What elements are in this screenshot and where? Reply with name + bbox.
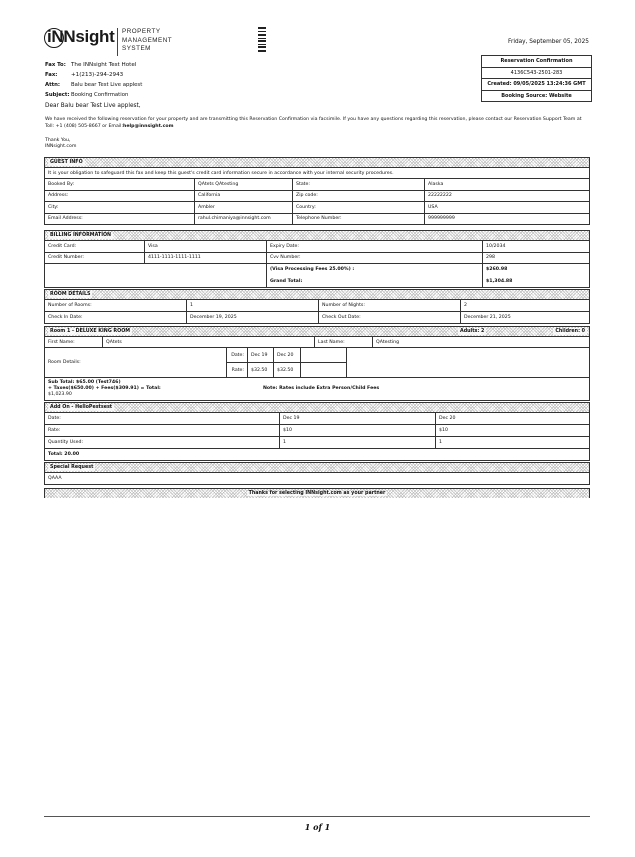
billing-cell: Cvv Number: [267,253,483,264]
reservation-confirmation-box [481,55,592,102]
thanks-text: Thank You, [45,138,71,143]
grand-total-value: $1,304.88 [486,278,513,284]
last-name-label: Last Name: [315,337,373,347]
add-on-cell: $10 [280,425,436,436]
last-name-value: QAtesting [376,339,400,345]
special-request-title: Special Request [50,465,94,470]
guest-cell: USA [428,204,438,210]
closing-banner [44,488,590,498]
logo-subtitle: PROPERTY MANAGEMENT SYSTEM [122,28,173,52]
guest-cell: Telephone Number: [293,214,425,225]
guest-cell: 999999999 [428,216,455,222]
room-details-cell: 2 [464,303,467,308]
billing-title: BILLING INFORMATION [50,233,112,238]
guest-cell: Country: [293,202,425,213]
room-details-title: ROOM DETAILS [50,292,91,297]
room-details-cell: December 19, 2025 [187,312,319,323]
signature-text: INNsight.com [45,143,77,149]
intro-paragraph [45,117,590,130]
fax-to-value: The INNsight Test Hotel [71,62,137,68]
guest-cell: California [195,191,293,202]
room-details-section [44,289,590,324]
special-request-section [44,462,590,485]
billing-section [44,230,590,288]
room-rate: $32.50 [248,363,274,377]
room-details-cell: Check In Date: [45,312,187,323]
subject-value: Booking Confirmation [71,92,129,98]
processing-fees-value: $260.98 [486,267,508,273]
guest-info-section [44,157,590,225]
fax-to-label: Fax To: [45,62,66,68]
special-request-text: QAAA [48,476,62,481]
guest-cell: QAtets QAtesting [195,179,293,190]
add-on-cell: Dec 19 [280,413,436,424]
room-1-section [44,326,590,401]
guest-cell: Address: [45,191,195,202]
billing-cell: Credit Card: [45,241,145,252]
add-on-cell: 1 [439,440,442,445]
attn-label: Attn: [45,82,61,88]
fax-header [45,60,142,100]
billing-cell: Visa [145,241,267,252]
room-details-cell: Number of Nights: [319,300,461,311]
confirmation-number: 4136C543-2501-283 [482,68,591,80]
billing-cell: Credit Number: [45,253,145,264]
add-on-title: Add On - HelloPestsest [50,405,113,410]
first-name-label: First Name: [45,337,103,347]
room-adults: Adults: 2 [460,329,485,334]
logo-text: iNNsight [47,27,115,46]
room-details-label: Room Details: [45,348,227,377]
add-on-section [44,402,590,461]
room-children: Children: 0 [555,329,585,334]
guest-cell: Email Address: [45,214,195,225]
room-subtotal: Sub Total: $65.00 (Test746) + Taxes($650.00) + Fees($309.91) = Total: $1,023.90 [48,380,161,398]
fax-number-label: Fax: [45,72,58,78]
room-date: Dec 19 [248,348,274,362]
billing-cell: 4111-1111-1111-1111 [145,253,267,264]
billing-cell: 10/2034 [486,243,506,249]
subject-label: Subject: [45,92,70,98]
closing-text: Thanks for selecting INNsight.com as your partner [248,491,386,496]
add-on-cell: $10 [439,428,448,433]
document-date: Friday, September 05, 2025 [508,39,589,45]
room-details-cell: 1 [187,300,319,311]
room-details-cell: Check Out Date: [319,312,461,323]
add-on-total: Total: 20.00 [48,452,80,457]
guest-cell: 22222222 [428,193,452,199]
guest-cell: Alaska [428,181,444,187]
guest-cell: rahul.chimaniya@innsight.com [195,214,293,225]
room-date-label: Date: [227,348,248,362]
billing-cell: 298 [486,255,495,261]
confirmation-title: Reservation Confirmation [482,56,591,68]
room-details-cell: December 21, 2025 [464,315,511,320]
salutation: Dear Balu bear Test Live applest, [45,103,141,109]
room-title: Room 1 - DELUXE KING ROOM [50,329,131,334]
rates-note: Note: Rates include Extra Person/Child Fees [263,386,380,391]
processing-fees-label: (Visa Processing Fees 25.00%) : [270,267,355,273]
sign-off [45,138,76,149]
room-rate-label: Rate: [227,363,248,377]
guest-cell: State: [293,179,425,190]
guest-info-title: GUEST INFO [50,160,83,165]
room-rate: $32.50 [274,363,301,377]
page-number: 1 of 1 [304,822,331,832]
attn-value: Balu bear Test Live applest [71,82,143,88]
guest-cell: City: [45,202,195,213]
booking-source: Booking Source: Website [501,92,572,99]
guest-cell: Zip code: [293,191,425,202]
logo-divider [117,28,118,56]
guest-info-notice: It is your obligation to safeguard this fax and keep this guest's credit card information secure in accordance with your internal security procedures. [48,170,394,176]
add-on-cell: 1 [280,437,436,448]
confirmation-created: Created: 09/05/2025 13:24:36 GMT [482,79,591,91]
billing-cell: Expiry Date: [267,241,483,252]
footer-rule [44,816,590,817]
fax-number-value: +1(213)-294-2943 [71,72,124,78]
add-on-cell: Date: [45,413,280,424]
grand-total-label: Grand Total: [270,278,303,284]
add-on-cell: Rate: [45,425,280,436]
room-rates-grid [227,348,347,377]
first-name-value: QAtets [103,337,315,347]
room-date: Dec 20 [274,348,301,362]
add-on-cell: Quantity Used: [45,437,280,448]
intro-text: We have received the following reservation for your property and are transmitting this Reservation Confirmation via facsimile. If you have any questions regarding this reservation, please contact our Reservation Support Team at Toll: +1 (408) 505-8667 or Email: [45,117,582,129]
guest-cell: Ambler [195,202,293,213]
innsight-logo [44,26,184,58]
guest-cell: Booked By: [45,179,195,190]
room-details-cell: Number of Rooms: [45,300,187,311]
support-email-link[interactable]: help@innsight.com [123,123,174,129]
barcode-graphic [258,27,266,52]
add-on-cell: Dec 20 [439,416,456,421]
